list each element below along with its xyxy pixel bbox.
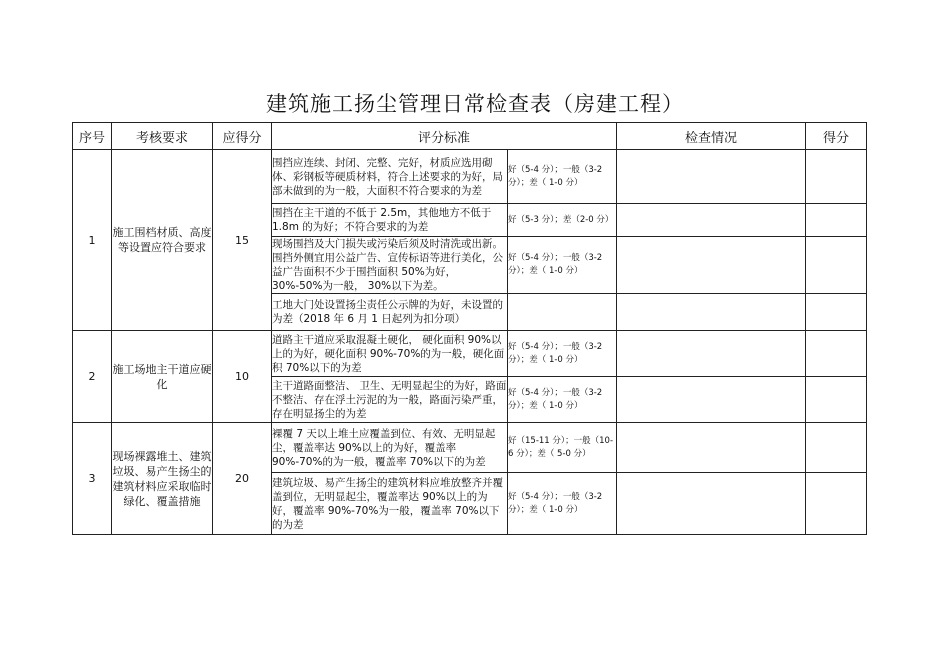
group-seq: 1 — [73, 150, 112, 331]
inspection-cell[interactable] — [617, 237, 806, 294]
criteria-cell: 主干道路面整洁、 卫生、无明显起尘的为好，路面不整洁、存在浮土污泥的为一般，路面污染严重，存在明显扬尘的为差 — [272, 377, 508, 423]
inspection-cell[interactable] — [617, 473, 806, 535]
grade-cell: 好（5-4 分）；一般（3-2 分）；差（ 1-0 分） — [508, 237, 617, 294]
score-cell[interactable] — [806, 331, 867, 377]
inspection-table — [72, 122, 867, 535]
group-seq: 2 — [73, 331, 112, 423]
header-score: 得分 — [806, 123, 867, 150]
header-criteria: 评分标准 — [272, 123, 617, 150]
group-points: 10 — [213, 331, 272, 423]
group-requirement: 现场裸露堆土、建筑垃圾、易产生扬尘的建筑材料应采取临时绿化、覆盖措施 — [112, 423, 213, 535]
group-points: 15 — [213, 150, 272, 331]
grade-cell: 好（15-11 分）；一般（10-6 分）；差（ 5-0 分） — [508, 423, 617, 473]
score-cell[interactable] — [806, 237, 867, 294]
criteria-cell: 现场围挡及大门损失或污染后须及时清洗或出新。围挡外侧宜用公益广告、宣传标语等进行美化，公益广告面积不少于围挡面积 50%为好， 30%-50%为一般， 30%以下为差。 — [272, 237, 508, 294]
score-cell[interactable] — [806, 294, 867, 331]
grade-cell: 好（5-4 分）；一般（3-2 分）；差（ 1-0 分） — [508, 331, 617, 377]
header-seq: 序号 — [73, 123, 112, 150]
criteria-cell: 裸覆 7 天以上堆土应覆盖到位、有效、无明显起尘，覆盖率达 90%以上的为好，覆盖率 90%-70%的为一般，覆盖率 70%以下的为差 — [272, 423, 508, 473]
page-title: 建筑施工扬尘管理日常检查表（房建工程） — [266, 92, 684, 116]
score-cell[interactable] — [806, 377, 867, 423]
score-cell[interactable] — [806, 150, 867, 204]
score-cell[interactable] — [806, 473, 867, 535]
grade-cell: 好（5-3 分）；差（2-0 分） — [508, 204, 617, 237]
criteria-cell: 围挡应连续、封闭、完整、完好，材质应选用砌体、彩钢板等硬质材料，符合上述要求的为好，局部未做到的为一般，大面积不符合要求的为差 — [272, 150, 508, 204]
inspection-cell[interactable] — [617, 377, 806, 423]
grade-cell — [508, 294, 617, 331]
score-cell[interactable] — [806, 204, 867, 237]
inspection-cell[interactable] — [617, 150, 806, 204]
table-row — [73, 331, 867, 377]
criteria-cell: 道路主干道应采取混凝土硬化， 硬化面积 90%以上的为好，硬化面积 90%-70%的为一般，硬化面积 70%以下的为差 — [272, 331, 508, 377]
header-inspection: 检查情况 — [617, 123, 806, 150]
header-row — [73, 123, 867, 150]
criteria-cell: 围挡在主干道的不低于 2.5m，其他地方不低于 1.8m 的为好；不符合要求的为差 — [272, 204, 508, 237]
inspection-cell[interactable] — [617, 204, 806, 237]
inspection-cell[interactable] — [617, 331, 806, 377]
inspection-cell[interactable] — [617, 423, 806, 473]
group-requirement: 施工场地主干道应硬化 — [112, 331, 213, 423]
inspection-cell[interactable] — [617, 294, 806, 331]
grade-cell: 好（5-4 分）；一般（3-2 分）；差（ 1-0 分） — [508, 473, 617, 535]
group-seq: 3 — [73, 423, 112, 535]
criteria-cell: 建筑垃圾、易产生扬尘的建筑材料应堆放整齐并覆盖到位，无明显起尘，覆盖率达 90%以上的为好，覆盖率 90%-70%为一般，覆盖率 70%以下的为差 — [272, 473, 508, 535]
header-requirement: 考核要求 — [112, 123, 213, 150]
group-requirement: 施工围档材质、高度等设置应符合要求 — [112, 150, 213, 331]
group-points: 20 — [213, 423, 272, 535]
table-row — [73, 150, 867, 204]
header-points: 应得分 — [213, 123, 272, 150]
grade-cell: 好（5-4 分）；一般（3-2 分）；差（ 1-0 分） — [508, 150, 617, 204]
criteria-cell: 工地大门处设置扬尘责任公示牌的为好，未设置的为差（2018 年 6 月 1 日起列为扣分项） — [272, 294, 508, 331]
score-cell[interactable] — [806, 423, 867, 473]
grade-cell: 好（5-4 分）；一般（3-2 分）；差（ 1-0 分） — [508, 377, 617, 423]
table-row — [73, 423, 867, 473]
